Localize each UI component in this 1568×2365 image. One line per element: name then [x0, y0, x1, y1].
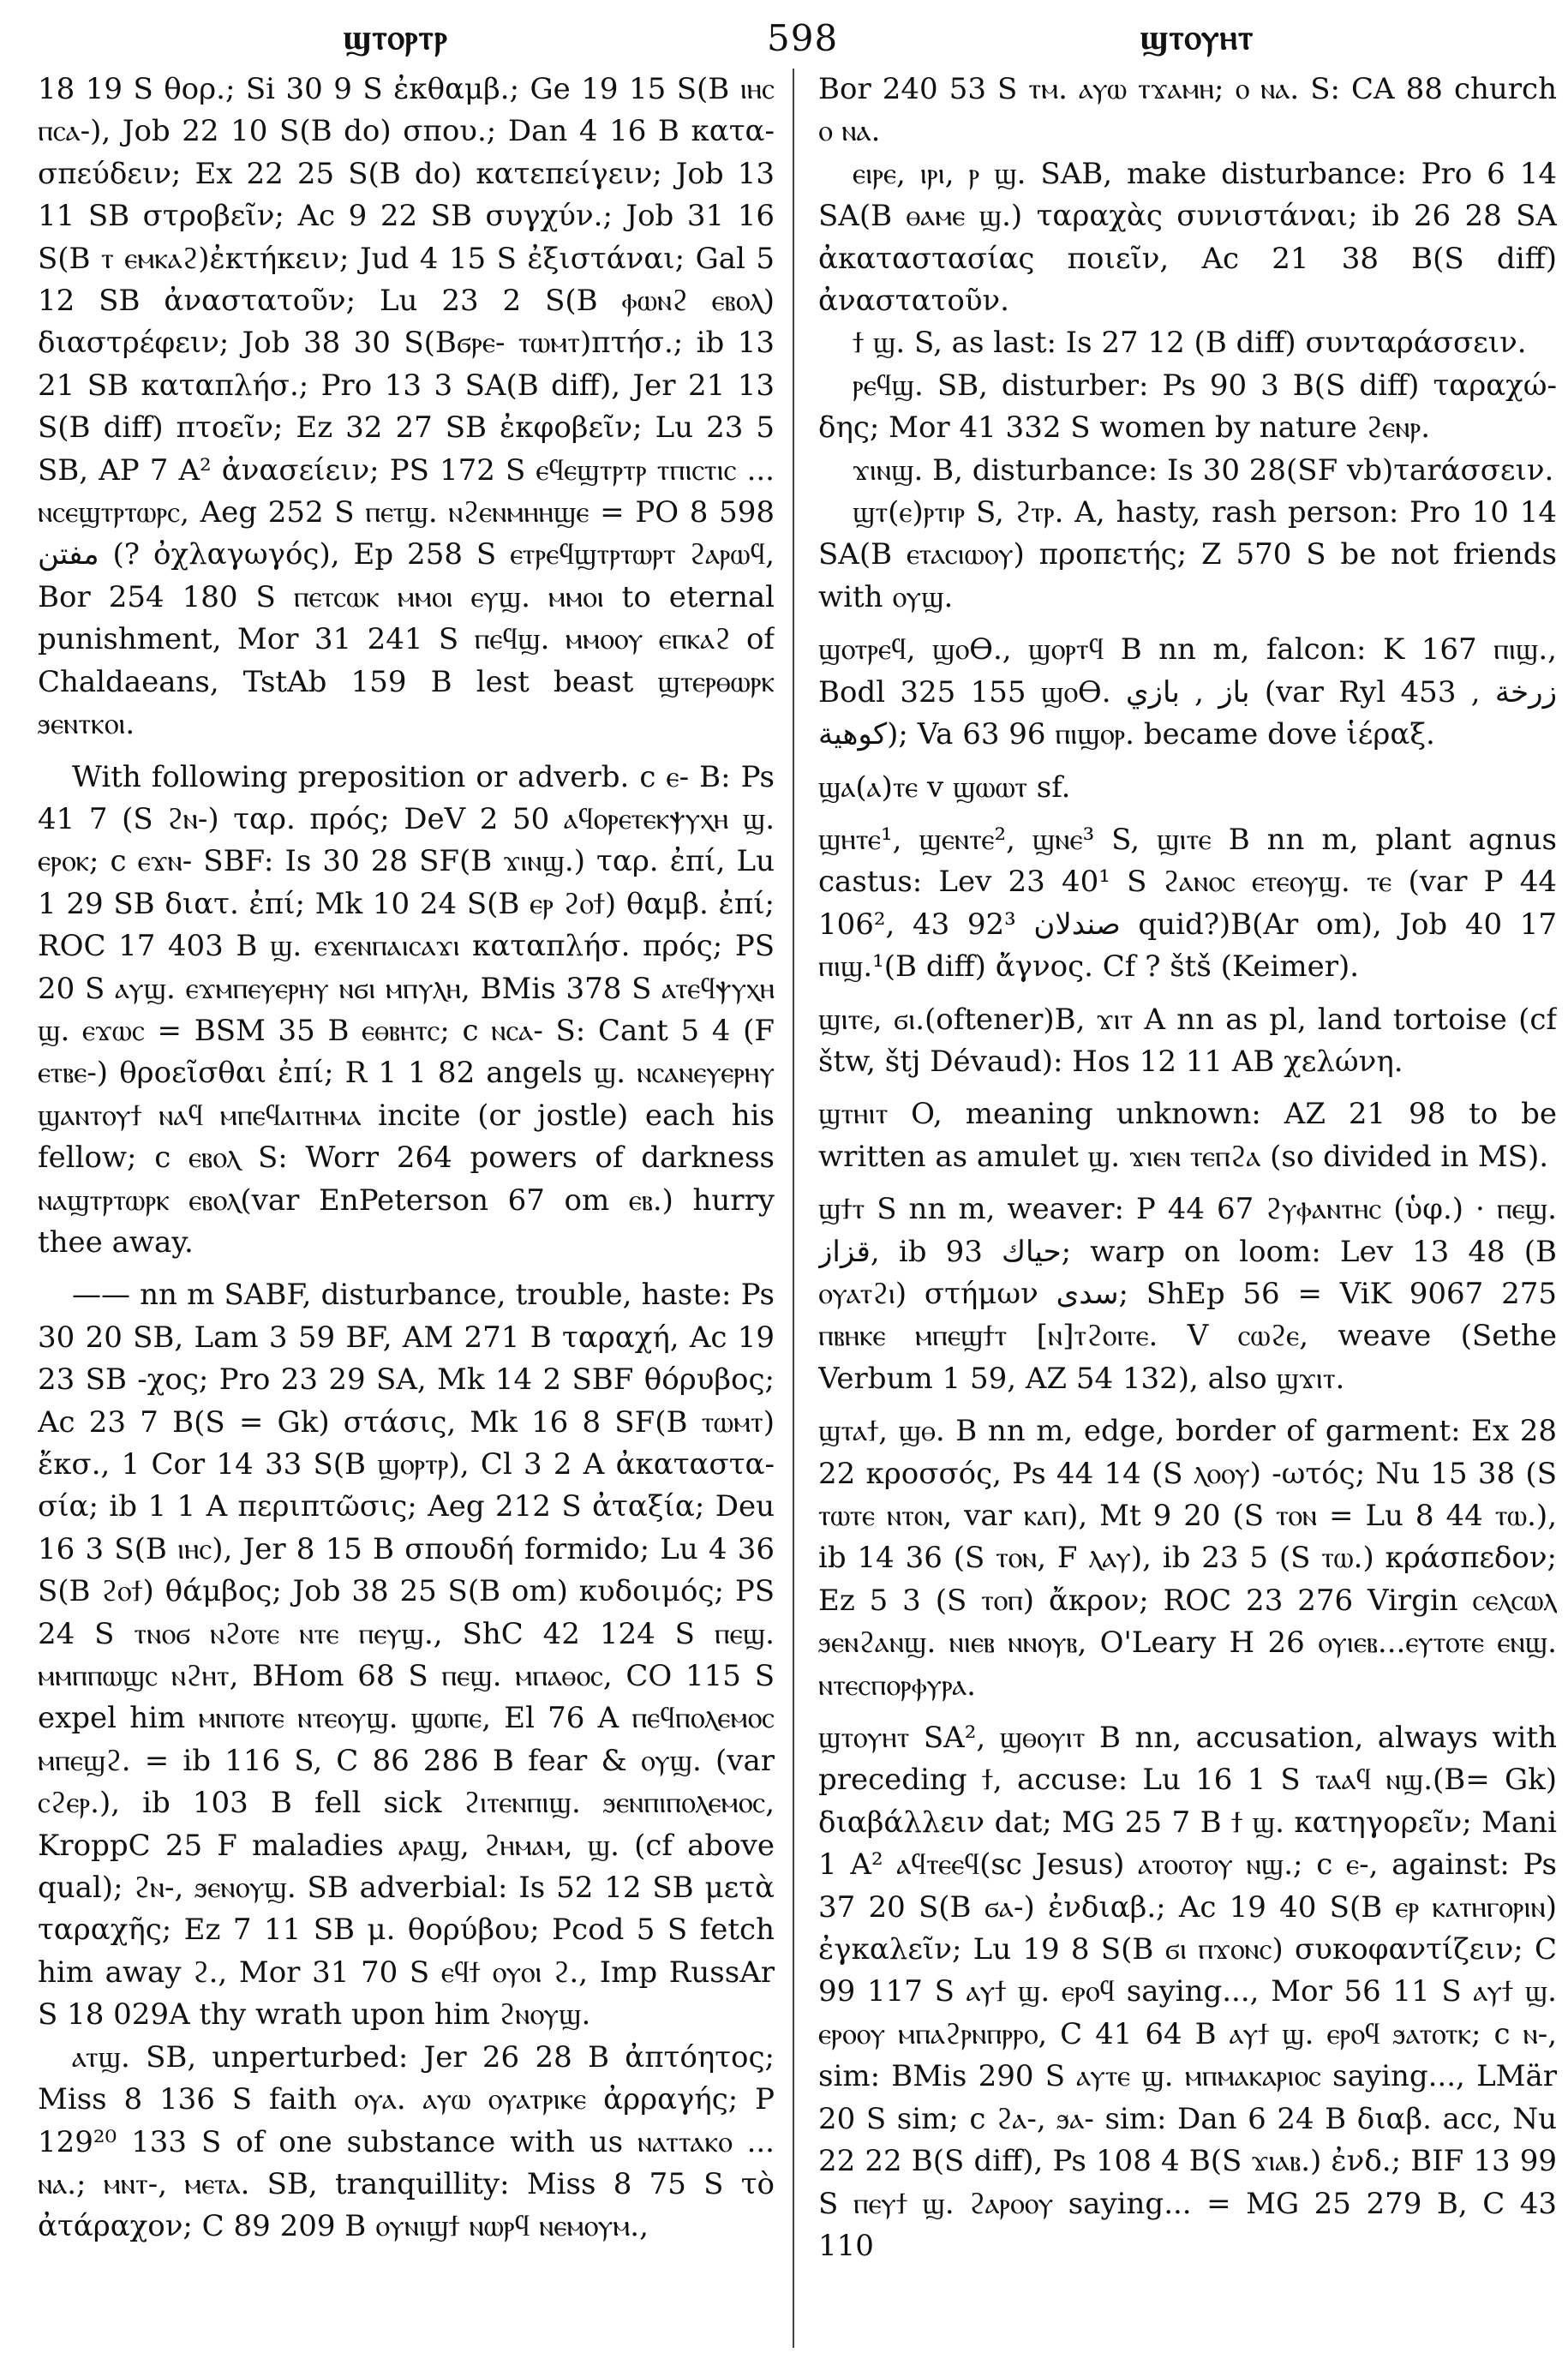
entry-paragraph: With following preposition or adverb. c ⲉ- B: Ps 41 7 (S ϩⲛ-) ταρ. πρός; DeV 2 50 ⲁϥⲟⲣⲉⲧⲉⲕⲯⲩⲭⲏ ϣ. ⲉⲣⲟⲕ; c ⲉϫⲛ- SBF: Is 30 28 SF(B ϫⲓⲛϣ.) ταρ. ἐπί, Lu 1 29 SB διατ. ἐπί; Mk 10 24 S(B ⲉⲣ ϩⲟϯ) θαμβ. ἐπί; ROC 17 403 B ϣ. ⲉϫⲉⲛⲡⲁⲓⲥⲁϫⲓ καταπλήσ. πρός; PS 20 S ⲁⲩϣ. ⲉϫⲙⲡⲉⲩⲉⲣⲏⲩ ⲛϭⲓ ⲙⲡⲩⲗⲏ, BMis 378 S ⲁⲧⲉϥⲯⲩⲭⲏ ϣ. ⲉϫⲱⲥ = BSM 35 B ⲉⲑⲃⲏⲧⲥ; c ⲛⲥⲁ- S: Cant 5 4 (F ⲉⲧⲃⲉ-) θροεῖσθαι ἐπί; R 1 1 82 angels ϣ. ⲛⲥⲁⲛⲉⲩⲉⲣⲏⲩ ϣⲁⲛⲧⲟⲩϯ ⲛⲁϥ ⲙⲡⲉϥⲁⲓⲧⲏⲙⲁ incite (or jostle) each his fellow; c ⲉⲃⲟⲗ S: Worr 264 powers of darkness ⲛⲁϣⲧⲣⲧⲱⲣⲕ ⲉⲃⲟⲗ(var EnPeterson 67 om ⲉⲃ.) hurry thee away. [38, 759, 775, 1260]
entry-paragraph: ϫⲓⲛϣ. B, disturbance: Is 30 28(SF vb)τarάσσειν. [853, 452, 1554, 488]
entry-paragraph: ⲁⲧϣ. SB, unperturbed: Jer 26 28 B ἀπτόητος; Miss 8 136 S faith ⲟⲩⲁ. ⲁⲩⲱ ⲟⲩⲁⲧⲣⲓⲕⲉ ἀρραγής; P 129²⁰ 133 S of one substance with us ⲛⲁⲧⲧⲁⲕⲟ ... ⲛⲁ.; ⲙⲛⲧ-, ⲙⲉⲧⲁ. SB, tranquillity: Miss 8 75 S τὸ ἀτάραχον; C 89 209 B ⲟⲩⲛⲓϣϯ ⲛⲱⲣϥ ⲛⲉⲙⲟⲩⲙ., [38, 2039, 775, 2244]
entry-heading-paragraph: ϣϯⲧ S nn m, weaver: P 44 67 ϩⲩⲫⲁⲛⲧⲏⲥ (ὑφ.) · ⲡⲉϣ. قزاز, ib 93 حياك; warp on loom: Lev 13 48 (B ⲟⲩⲁⲧϩⲓ) στήμων سدى; ShEp 56 = ViK 9067 275 ⲡⲃⲏⲕⲉ ⲙⲡⲉϣϯⲧ [ⲛ]ⲧϩⲟⲓⲧⲉ. V ⲥⲱϩⲉ, weave (Sethe Verbum 1 59, AZ 54 132), also ϣϫⲓⲧ. [818, 1192, 1557, 1396]
page-header [34, 7, 1534, 67]
page-number: 598 [767, 17, 839, 59]
entry-heading-paragraph: ϣⲧⲁϯ, ϣⲑ. B nn m, edge, border of garment: Ex 28 22 κροσσός, Ps 44 14 (S ⲗⲟⲟⲩ) -ωτός; Nu 15 38 (S ⲧⲱⲧⲉ ⲛⲧⲟⲛ, var ⲕⲁⲡ), Mt 9 20 (S ⲧⲟⲛ = Lu 8 44 ⲧⲱ.), ib 14 36 (S ⲧⲟⲛ, F ⲗⲁⲩ), ib 23 5 (S ⲧⲱ.) κράσπεδον; Ez 5 3 (S ⲧⲟⲡ) ἄκρον; ROC 23 276 Virgin ⲥⲉⲗⲥⲱⲗ ϧⲉⲛϩⲁⲛϣ. ⲛⲓⲉⲃ ⲛⲛⲟⲩⲃ, O'Leary H 26 ⲟⲩⲓⲉⲃ...ⲉⲩⲧⲟⲧⲉ ⲉⲛϣ. ⲛⲧⲉⲥⲡⲟⲣⲫⲩⲣⲁ. [818, 1414, 1557, 1703]
entry-heading-paragraph: ϣⲓⲧⲉ, ϭⲓ.(oftener)B, ϫⲓⲧ A nn as pl, land tortoise (cf štw, štj Dévaud): Hos 12 11 AB χελώνη. [818, 1002, 1557, 1079]
entry-paragraph: ϣⲧ(ⲉ)ⲣⲧⲓⲣ S, ϩⲧⲣ. A, hasty, rash person: Pro 10 14 SA(B ⲉⲧⲁⲥⲓⲱⲟⲩ) προπετής; Z 570 S be not friends with ⲟⲩϣ. [818, 495, 1557, 614]
entry-paragraph: Bor 240 53 S ⲧⲙ. ⲁⲩⲱ ⲧϫⲁⲙⲏ; ⲟ ⲛⲁ. S: CA 88 church ⲟ ⲛⲁ. [818, 72, 1557, 149]
entry-paragraph: ⲣⲉϥϣ. SB, disturber: Ps 90 3 B(S diff) ταραχώδης; Mor 41 332 S women by nature ϩⲉⲛⲣ. [818, 368, 1557, 446]
entry-heading-paragraph: ϣⲧⲏⲓⲧ O, meaning unknown: AZ 21 98 to be written as amulet ϣ. ϫⲓⲉⲛ ⲧⲉⲡϩⲁ (so divided in MS). [818, 1097, 1557, 1174]
entry-paragraph: 18 19 S θορ.; Si 30 9 S ἐκθαμβ.; Ge 19 15 S(B ⲓⲏⲥ ⲡⲥⲁ-), Job 22 10 S(B do) σπου.; Dan 4 16 B κατασπεύδειν; Ex 22 25 S(B do) κατεπείγειν; Job 13 11 SB στροβεῖν; Ac 9 22 SB συγχύν.; Job 31 16 S(B ⲧ ⲉⲙⲕⲁϩ)ἐκτήκειν; Jud 4 15 S ἐξιστάναι; Gal 5 12 SB ἀναστατοῦν; Lu 23 2 S(B ⲫⲱⲛϩ ⲉⲃⲟⲗ) διαστρέφειν; Job 38 30 S(Bϭⲣⲉ- ⲧⲱⲙⲧ)πτήσ.; ib 13 21 SB καταπλήσ.; Pro 13 3 SA(B diff), Jer 21 13 S(B diff) πτοεῖν; Ez 32 27 SB ἐκφοβεῖν; Lu 23 5 SB, AP 7 A² ἀνασείειν; PS 172 S ⲉϥⲉϣⲧⲣⲧⲣ ⲧⲡⲓⲥⲧⲓⲥ ... ⲛⲥⲉϣⲧⲣⲧⲱⲣⲥ, Aeg 252 S ⲡⲉⲧϣ. ⲛϩⲉⲛⲙⲏⲏϣⲉ = PO 8 598 مفتن (? ὀχλαγωγός), Ep 258 S ⲉⲧⲣⲉϥϣⲧⲣⲧⲱⲣⲧ ϩⲁⲣⲱϥ, Bor 254 180 S ⲡⲉⲧⲥⲱⲕ ⲙⲙⲟⲓ ⲉⲩϣ. ⲙⲙⲟⲓ to eternal punishment, Mor 31 241 S ⲡⲉϥϣ. ⲙⲙⲟⲟⲩ ⲉⲡⲕⲁϩ of Chaldaeans, TstAb 159 B lest beast ϣⲧⲉⲣⲑⲱⲣⲕ ϧⲉⲛⲧⲕⲟⲓ. [38, 72, 775, 742]
entry-heading-paragraph: ϣⲧⲟⲩⲏⲧ SA², ϣⲑⲟⲩⲓⲧ B nn, accusation, always with preceding ϯ, accuse: Lu 16 1 S ⲧⲁⲁϥ ⲛϣ.(B= Gk) διαβάλλειν dat; MG 25 7 B ϯ ϣ. κατηγορεῖν; Mani 1 A² ⲁϥⲧⲉⲉϥ(sc Jesus) ⲁⲧⲟⲟⲧⲟⲩ ⲛϣ.; c ⲉ-, against: Ps 37 20 S(B ϭⲁ-) ἐνδιαβ.; Ac 19 40 S(B ⲉⲣ ⲕⲁⲧⲏⲅⲟⲣⲓⲛ) ἐγκαλεῖν; Lu 19 8 S(B ϭⲓ ⲡϫⲟⲛⲥ) συκοφαντίζειν; C 99 117 S ⲁⲩϯ ϣ. ⲉⲣⲟϥ saying..., Mor 56 11 S ⲁⲩϯ ϣ. ⲉⲣⲟⲟⲩ ⲙⲡⲁϩⲣⲛⲡⲣⲣⲟ, C 41 64 B ⲁⲩϯ ϣ. ⲉⲣⲟϥ ϧⲁⲧⲟⲧⲕ; c ⲛ-, sim: BMis 290 S ⲁⲩⲧⲉ ϣ. ⲙⲡⲙⲁⲕⲁⲣⲓⲟⲥ saying..., LMär 20 S sim; c ϩⲁ-, ϧⲁ- sim: Dan 6 24 B διαβ. acc, Nu 22 22 B(S diff), Ps 108 4 B(S ϫⲓⲁⲃ.) ἐνδ.; BIF 13 99 S ⲡⲉⲩϯ ϣ. ϩⲁⲣⲟⲟⲩ saying... = MG 25 279 B, C 43 110 [818, 1721, 1557, 2263]
running-head-right: ϣⲧⲟⲩⲏⲧ [1140, 17, 1254, 57]
entry-paragraph: —— nn m SABF, disturbance, trouble, haste: Ps 30 20 SB, Lam 3 59 BF, AM 271 B ταραχή, Ac 19 23 SB -χος; Pro 23 29 SA, Mk 14 2 SBF θόρυβος; Ac 23 7 B(S = Gk) στάσις, Mk 16 8 SF(B ⲧⲱⲙⲧ) ἔκσ., 1 Cor 14 33 S(B ϣⲟⲣⲧⲣ), Cl 3 2 A ἀκαταστασία; ib 1 1 A περιπτῶσις; Aeg 212 S ἀταξία; Deu 16 3 S(B ⲓⲏⲥ), Jer 8 15 B σπουδή formido; Lu 4 36 S(B ϩⲟϯ) θάμβος; Job 38 25 S(B om) κυδοιμός; PS 24 S ⲧⲛⲟϭ ⲛϩⲟⲧⲉ ⲛⲧⲉ ⲡⲉⲩϣ., ShC 42 124 S ⲡⲉϣ. ⲙⲙⲡⲡⲱϣⲥ ⲛϩⲏⲧ, BHom 68 S ⲡⲉϣ. ⲙⲡⲁⲑⲟⲥ, CO 115 S expel him ⲙⲛⲡⲟⲧⲉ ⲛⲧⲉⲟⲩϣ. ϣⲱⲡⲉ, El 76 A ⲡⲉϥⲡⲟⲗⲉⲙⲟⲥ ⲙⲡⲉϣϩ. = ib 116 S, C 86 286 B fear & ⲟⲩϣ. (var ⲥϩⲉⲣ.), ib 103 B fell sick ϩⲓⲧⲉⲛⲡⲓϣ. ϧⲉⲛⲡⲓⲡⲟⲗⲉⲙⲟⲥ, KroppC 25 F maladies ⲁⲣⲁϣ, ϩⲏⲙⲁⲙ, ϣ. (cf above qual); ϩⲛ-, ϧⲉⲛⲟⲩϣ. SB adverbial: Is 52 12 SB μετὰ ταραχῆς; Ez 7 11 SB μ. θορύβου; Pcod 5 S fetch him away ϩ., Mor 31 70 S ⲉϥϯ ⲟⲩⲟⲓ ϩ., Imp RussAr S 18 029A thy wrath upon him ϩⲛⲟⲩϣ. [38, 1278, 775, 2033]
entry-paragraph: ϯ ϣ. S, as last: Is 27 12 (B diff) συνταράσσειν. [853, 326, 1527, 361]
entry-heading-paragraph: ϣⲟⲧⲣⲉϥ, ϣⲟϴ., ϣⲟⲣⲧϥ B nn m, falcon: K 167 ⲡⲓϣ., Bodl 325 155 ϣⲟϴ. باز , بازي (var Ryl 453 زرخة , كوهية); Va 63 96 ⲡⲓϣⲟⲣ. became dove ἱέραξ. [818, 632, 1557, 752]
entry-paragraph: ⲉⲓⲣⲉ, ⲓⲣⲓ, ⲣ ϣ. SAB, make disturbance: Pro 6 14 SA(B ⲑⲁⲙⲉ ϣ.) ταραχὰς συνιστάναι; ib 26 28 SA ἀκαταστασίας ποιεῖν, Ac 21 38 B(S diff) ἀναστατοῦν. [818, 156, 1557, 319]
column-divider [793, 69, 794, 2348]
right-column [818, 69, 1557, 2348]
entry-heading-paragraph: ϣⲁ(ⲁ)ⲧⲉ v ϣⲱⲱⲧ sf. [818, 769, 1071, 805]
left-column [38, 69, 775, 2348]
running-head-left: ϣⲧⲟⲣⲧⲣ [343, 17, 448, 57]
entry-heading-paragraph: ϣⲏⲧⲉ¹, ϣⲉⲛⲧⲉ², ϣⲛⲉ³ S, ϣⲓⲧⲉ B nn m, plant agnus castus: Lev 23 40¹ S ϩⲁⲛⲟⲥ ⲉⲧⲉⲟⲩϣ. ⲧⲉ (var P 44 106², 43 92³ صندلان quid?)B(Ar om), Job 40 17 ⲡⲓϣ.¹(B diff) ἄγνος. Cf ? štš (Keimer). [818, 822, 1557, 985]
